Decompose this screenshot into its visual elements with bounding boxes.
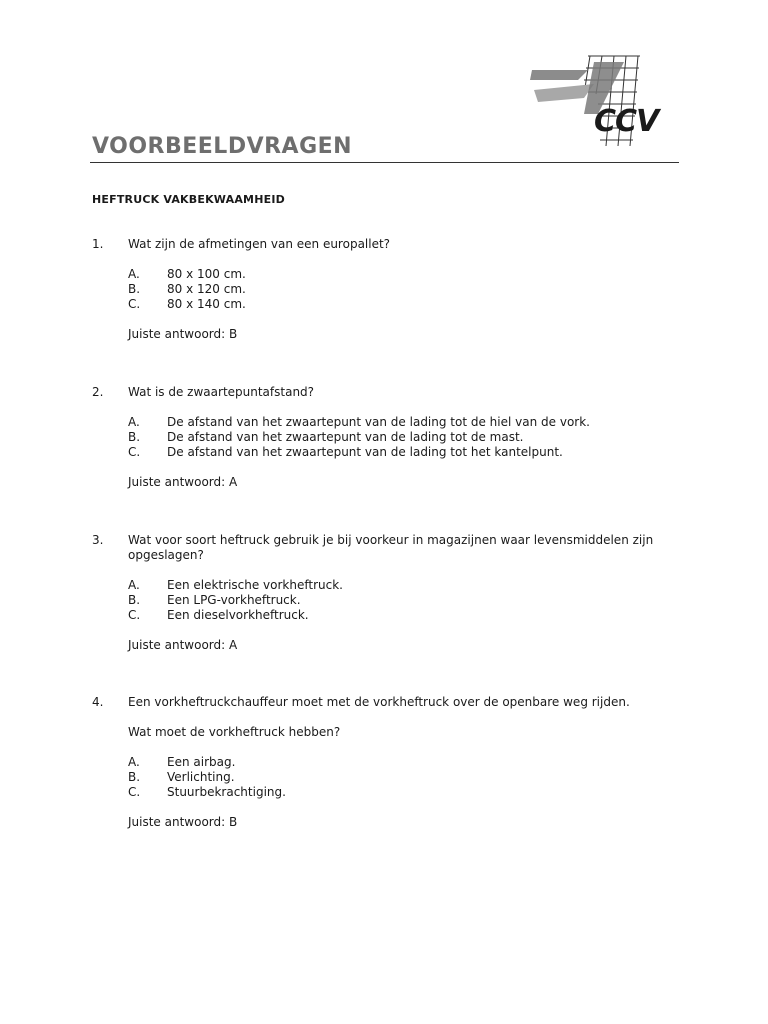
correct-answer: Juiste antwoord: A (128, 638, 238, 652)
option-b (128, 770, 692, 785)
question-subtext: Wat moet de vorkheftruck hebben? (128, 725, 341, 739)
page-subtitle: HEFTRUCK VAKBEKWAAMHEID (92, 193, 285, 206)
option-text: Een elektrische vorkheftruck. (167, 578, 343, 592)
question-text: Wat voor soort heftruck gebruik je bij voorkeur in magazijnen waar levensmiddelen zijn opgeslagen? (128, 533, 654, 562)
option-c (128, 445, 692, 460)
question-4 (92, 695, 692, 830)
option-c (128, 297, 692, 312)
question-text: Een vorkheftruckchauffeur moet met de vorkheftruck over de openbare weg rijden. (128, 695, 630, 709)
question-text: Wat zijn de afmetingen van een europallet? (128, 237, 391, 251)
question-number: 2. (92, 385, 104, 399)
option-b (128, 430, 692, 445)
option-a (128, 578, 692, 593)
option-letter: C. (128, 785, 141, 799)
option-text: 80 x 100 cm. (167, 267, 246, 281)
question-3 (92, 533, 692, 653)
option-letter: C. (128, 297, 141, 311)
question-1 (92, 237, 692, 342)
option-letter: B. (128, 430, 141, 444)
option-letter: B. (128, 282, 141, 296)
option-text: 80 x 120 cm. (167, 282, 246, 296)
title-divider (90, 162, 679, 163)
option-letter: B. (128, 593, 141, 607)
option-text: Verlichting. (167, 770, 235, 784)
option-text: De afstand van het zwaartepunt van de lading tot de hiel van de vork. (167, 415, 590, 429)
option-text: De afstand van het zwaartepunt van de lading tot de mast. (167, 430, 524, 444)
option-letter: A. (128, 267, 140, 281)
options-list (128, 267, 692, 312)
page-title: VOORBEELDVRAGEN (92, 134, 353, 159)
option-letter: C. (128, 445, 141, 459)
question-text: Wat is de zwaartepuntafstand? (128, 385, 315, 399)
correct-answer: Juiste antwoord: B (128, 327, 238, 341)
option-letter: A. (128, 578, 140, 592)
option-a (128, 415, 692, 430)
option-c (128, 785, 692, 800)
option-text: Een airbag. (167, 755, 236, 769)
options-list (128, 578, 692, 623)
options-list (128, 415, 692, 460)
option-text: 80 x 140 cm. (167, 297, 246, 311)
option-a (128, 267, 692, 282)
logo-text: CCV (594, 104, 659, 139)
option-letter: A. (128, 755, 140, 769)
option-b (128, 593, 692, 608)
ccv-logo (528, 54, 672, 148)
question-number: 4. (92, 695, 104, 709)
options-list (128, 755, 692, 800)
option-text: Stuurbekrachtiging. (167, 785, 286, 799)
option-letter: B. (128, 770, 141, 784)
question-number: 1. (92, 237, 104, 251)
option-letter: A. (128, 415, 140, 429)
correct-answer: Juiste antwoord: B (128, 815, 238, 829)
option-a (128, 755, 692, 770)
option-text: Een LPG-vorkheftruck. (167, 593, 301, 607)
option-text: Een dieselvorkheftruck. (167, 608, 309, 622)
option-text: De afstand van het zwaartepunt van de lading tot het kantelpunt. (167, 445, 563, 459)
question-2 (92, 385, 692, 490)
question-number: 3. (92, 533, 104, 547)
correct-answer: Juiste antwoord: A (128, 475, 238, 489)
option-c (128, 608, 692, 623)
option-letter: C. (128, 608, 141, 622)
option-b (128, 282, 692, 297)
